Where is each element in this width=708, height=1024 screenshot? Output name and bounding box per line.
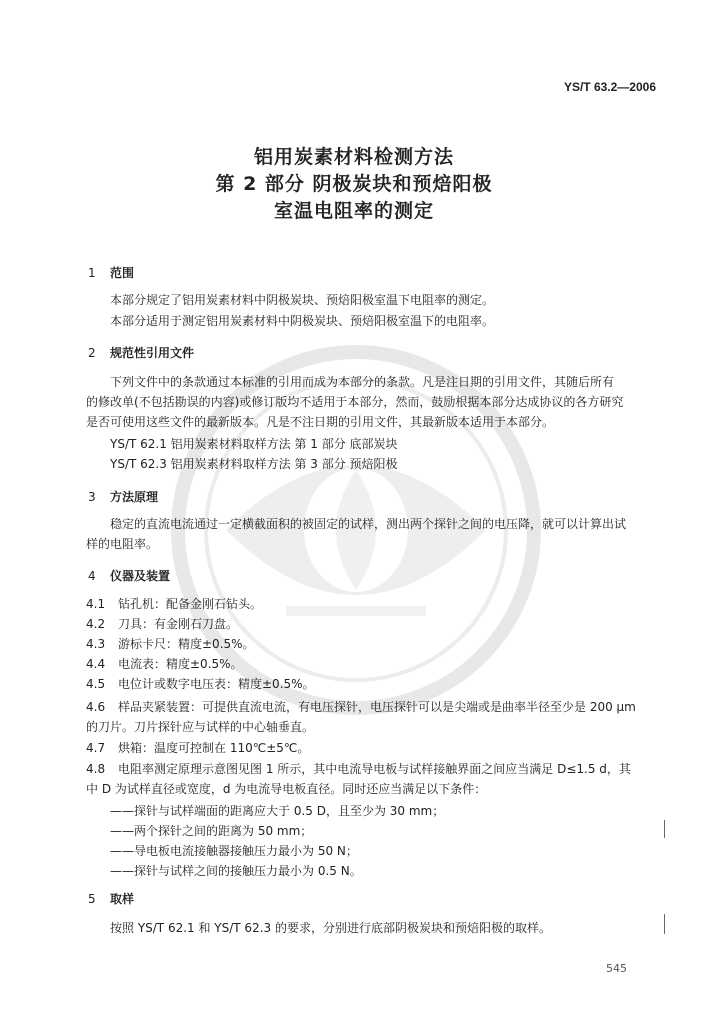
section-number: 1 [88,266,96,280]
clause-4-7 [86,738,661,758]
normative-reference-1: YS/T 62.1 铝用炭素材料取样方法 第 1 部分 底部炭块 [110,437,398,451]
title-line-1: 铝用炭素材料检测方法 [253,146,454,168]
clause-number: 4.1 [86,597,106,611]
section-title: 取样 [110,892,135,906]
section-number: 2 [88,346,96,360]
section-2-heading [88,344,194,361]
section-1-paragraph-2: 本部分适用于测定铝用炭素材料中阴极炭块、预焙阳极室温下的电阻率。 [110,314,495,328]
margin-mark [664,914,665,934]
clause-text: 游标卡尺：精度±0.5%。 [118,637,255,651]
clause-4-2 [86,614,661,634]
section-3-heading [88,488,158,505]
title-line-2: 第 2 部分 阴极炭块和预焙阳极 [215,173,493,195]
clause-4-6 [86,697,661,717]
clause-4-8 [86,759,661,779]
clause-number: 4.2 [86,617,106,631]
section-4-heading [88,567,170,584]
clause-text: 刀具：有金刚石刀盘。 [118,617,239,631]
section-5-heading [88,890,134,907]
section-3-paragraph-line-2: 样的电阻率。 [86,537,159,551]
section-5-paragraph: 按照 YS/T 62.1 和 YS/T 62.3 的要求，分别进行底部阴极炭块和预焙阳极的取样。 [110,921,551,935]
clause-4-3 [86,634,661,654]
clause-4-4 [86,654,661,674]
clause-text: 电阻率测定原理示意图见图 1 所示，其中电流导电板与试样接触界面之间应当满足 D≤1.5 d，其 [118,762,631,776]
condition-item-4: ——探针与试样之间的接触压力最小为 0.5 N。 [110,864,362,878]
section-1-heading [88,264,134,281]
clause-number: 4.3 [86,637,106,651]
clause-text: 样品夹紧装置：可提供直流电流，有电压探针，电压探针可以是尖端或是曲率半径至少是 200 μm [118,700,636,714]
section-3-paragraph-line-1: 稳定的直流电流通过一定横截面积的被固定的试样，测出两个探针之间的电压降，就可以计算出试 [110,517,627,531]
section-number: 4 [88,569,96,583]
section-2-paragraph-line-2: 的修改单(不包括勘误的内容)或修订版均不适用于本部分，然而，鼓励根据本部分达成协议的各方研究 [86,395,624,409]
page-number: 545 [606,962,627,975]
section-title: 仪器及装置 [110,569,171,583]
clause-4-5 [86,674,661,694]
condition-item-2: ——两个探针之间的距离为 50 mm； [110,824,313,838]
clause-number: 4.7 [86,741,106,755]
clause-text: 电位计或数字电压表：精度±0.5%。 [118,677,315,691]
margin-mark [664,820,665,838]
clause-text: 钻孔机：配备金刚石钻头。 [118,597,263,611]
document-title [0,144,708,225]
standard-number: YS/T 63.2—2006 [563,80,656,94]
clause-4-6-continued: 的刀片。刀片探针应与试样的中心轴垂直。 [86,720,315,734]
clause-text: 电流表：精度±0.5%。 [118,657,243,671]
clause-number: 4.4 [86,657,106,671]
section-number: 3 [88,490,96,504]
clause-4-8-continued: 中 D 为试样直径或宽度，d 为电流导电板直径。同时还应当满足以下条件： [86,782,487,796]
clause-4-1 [86,594,661,614]
section-1-paragraph-1: 本部分规定了铝用炭素材料中阴极炭块、预焙阳极室温下电阻率的测定。 [110,293,495,307]
clause-number: 4.8 [86,762,106,776]
section-2-paragraph-line-1: 下列文件中的条款通过本标准的引用而成为本部分的条款。凡是注日期的引用文件，其随后所有 [110,375,615,389]
section-number: 5 [88,892,96,906]
clause-number: 4.5 [86,677,106,691]
title-line-3: 室温电阻率的测定 [273,200,434,222]
normative-reference-2: YS/T 62.3 铝用炭素材料取样方法 第 3 部分 预焙阳极 [110,457,398,471]
section-2-paragraph-line-3: 是否可使用这些文件的最新版本。凡是不注日期的引用文件，其最新版本适用于本部分。 [86,415,555,429]
section-title: 方法原理 [110,490,159,504]
condition-item-1: ——探针与试样端面的距离应大于 0.5 D，且至少为 30 mm； [110,804,445,818]
condition-item-3: ——导电板电流接触器接触压力最小为 50 N； [110,844,358,858]
section-title: 规范性引用文件 [110,346,195,360]
clause-text: 烘箱：温度可控制在 110℃±5℃。 [118,741,310,755]
clause-number: 4.6 [86,700,106,714]
section-title: 范围 [110,266,135,280]
